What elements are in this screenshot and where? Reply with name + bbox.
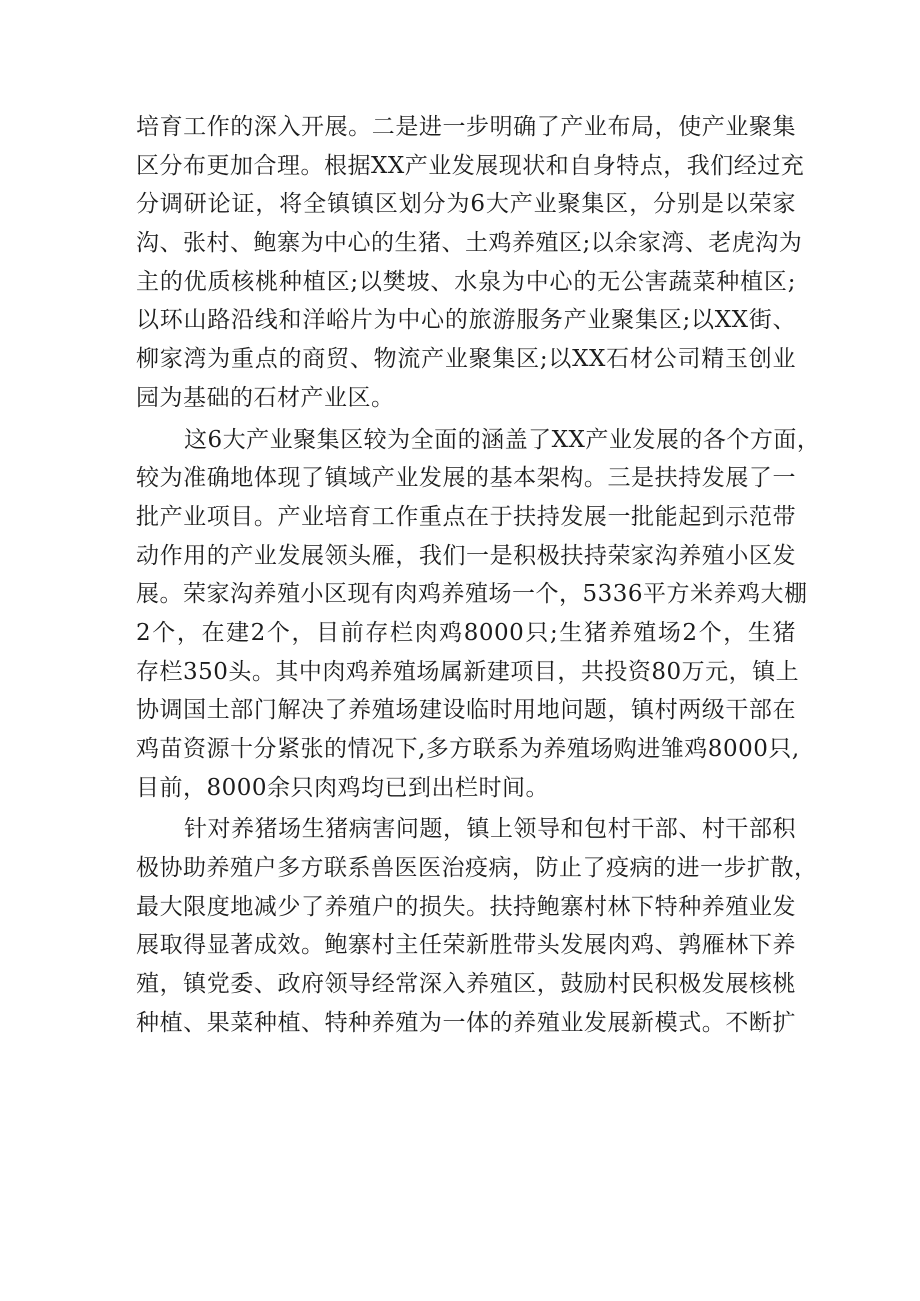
text-line: 鸡苗资源十分紧张的情况下,多方联系为养殖场购进雏鸡8000只,	[136, 736, 800, 762]
text-line: 协调国土部门解决了养殖场建设临时用地问题，镇村两级干部在	[136, 697, 796, 724]
text-line: 极协助养殖户多方联系兽医医治疫病，防止了疫病的进一步扩散，	[136, 855, 818, 882]
text-line: 柳家湾为重点的商贸、物流产业聚集区;以XX石材公司精玉创业	[136, 346, 796, 373]
text-line: 分调研论证，将全镇镇区划分为6大产业聚集区，分别是以荣家	[136, 191, 796, 218]
text-line: 展。荣家沟养殖小区现有肉鸡养殖场一个，5336平方米养鸡大棚	[136, 581, 808, 608]
text-line: 存栏350头。其中肉鸡养殖场属新建项目，共投资80万元，镇上	[136, 658, 800, 685]
text-line: 动作用的产业发展领头雁，我们一是积极扶持荣家沟养殖小区发	[136, 542, 796, 569]
text-line: 种植、果菜种植、特种养殖为一体的养殖业发展新模式。不断扩	[136, 1009, 796, 1036]
paragraph	[136, 108, 805, 418]
text-line: 2个，在建2个，目前存栏肉鸡8000只;生猪养殖场2个，生猪	[136, 619, 796, 646]
text-line: 以环山路沿线和洋峪片为中心的旅游服务产业聚集区;以XX街、	[136, 307, 796, 334]
paragraph	[136, 421, 821, 808]
paragraph	[136, 810, 818, 1042]
text-line: 区分布更加合理。根据XX产业发展现状和自身特点，我们经过充	[136, 152, 805, 179]
text-line: 较为准确地体现了镇域产业发展的基本架构。三是扶持发展了一	[136, 465, 796, 492]
text-line: 这6大产业聚集区较为全面的涵盖了XX产业发展的各个方面，	[184, 426, 821, 453]
text-line: 目前，8000余只肉鸡均已到出栏时间。	[136, 774, 550, 801]
text-line: 批产业项目。产业培育工作重点在于扶持发展一批能起到示范带	[136, 503, 796, 530]
text-line: 展取得显著成效。鲍寨村主任荣新胜带头发展肉鸡、鹑雁林下养	[136, 932, 796, 959]
text-line: 殖，镇党委、政府领导经常深入养殖区，鼓励村民积极发展核桃	[136, 971, 796, 998]
text-line: 最大限度地减少了养殖户的损失。扶持鲍寨村林下特种养殖业发	[136, 893, 796, 920]
text-line: 针对养猪场生猪病害问题，镇上领导和包村干部、村干部积	[184, 816, 796, 843]
document-body	[136, 108, 821, 1043]
text-line: 沟、张村、鲍寨为中心的生猪、土鸡养殖区;以余家湾、老虎沟为	[136, 230, 803, 257]
text-line: 主的优质核桃种植区;以樊坡、水泉为中心的无公害蔬菜种植区;	[136, 268, 796, 295]
text-line: 园为基础的石材产业区。	[136, 384, 395, 411]
text-line: 培育工作的深入开展。二是进一步明确了产业布局，使产业聚集	[136, 114, 796, 140]
